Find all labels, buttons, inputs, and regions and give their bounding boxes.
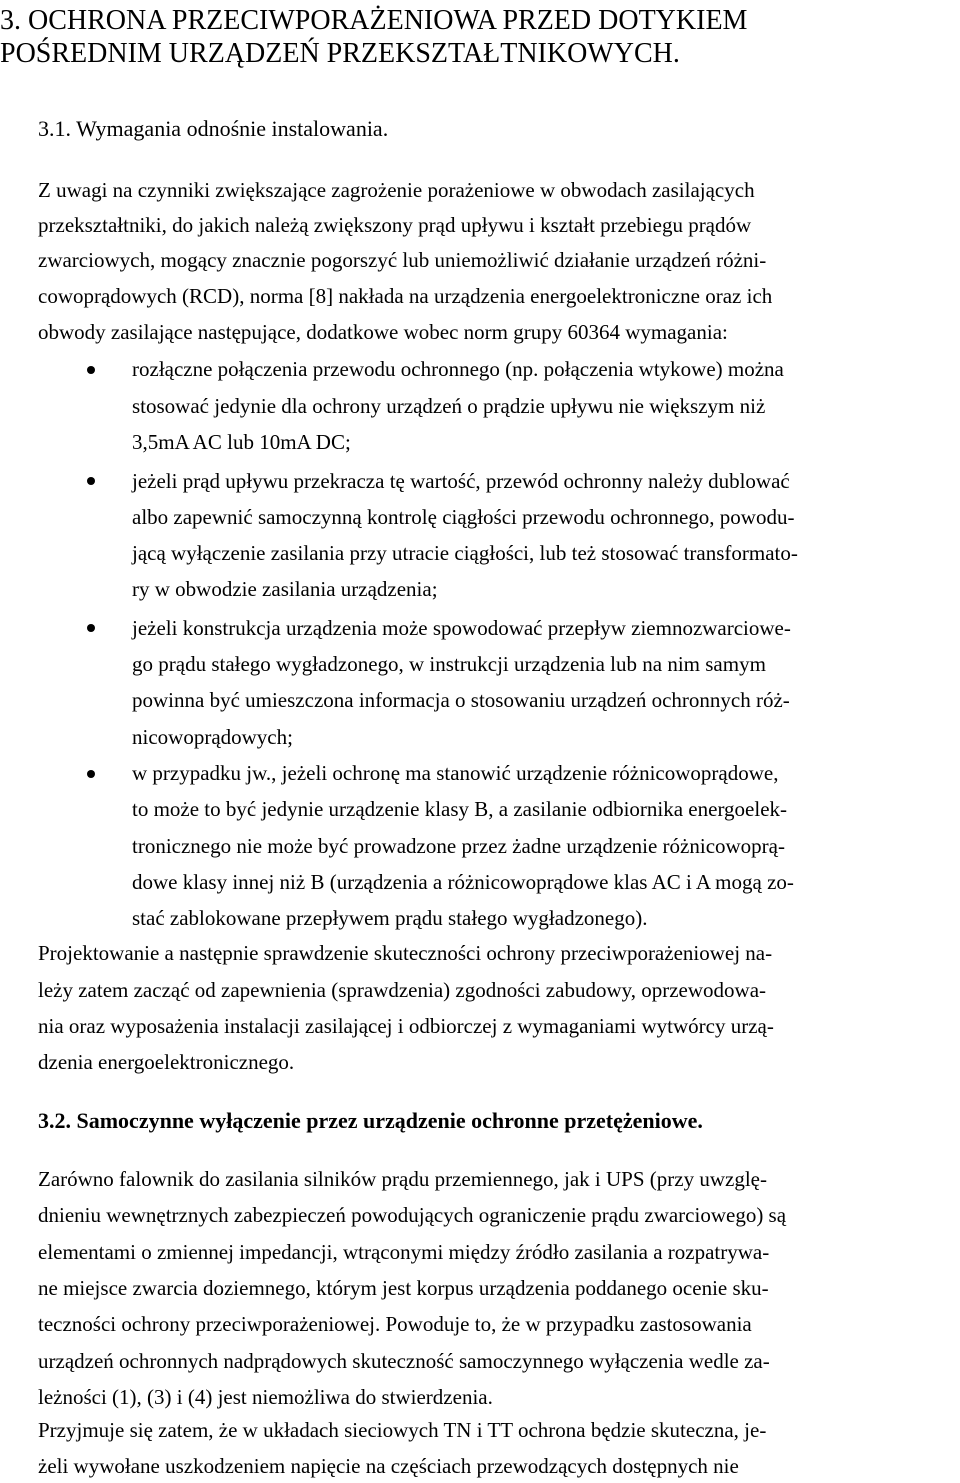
bullet-4-line: stać zablokowane przepływem prądu stałego wygładzonego). <box>132 906 648 930</box>
paragraph-1-line: ne miejsce zwarcia doziemnego, którym jest korpus urządzenia poddanego ocenie sku- <box>38 1276 769 1300</box>
bullet-1-line: 3,5mA AC lub 10mA DC; <box>132 430 351 454</box>
bullet-4-line: to może to być jedynie urządzenie klasy B, a zasilanie odbiornika energoelek- <box>132 797 788 821</box>
bullet-icon <box>87 477 95 485</box>
closing-line: dzenia energoelektronicznego. <box>38 1050 295 1074</box>
bullet-icon <box>87 366 95 374</box>
paragraph-2-line: żeli wywołane uszkodzeniem napięcie na częściach przewodzących dostępnych nie <box>38 1454 739 1478</box>
paragraph-1-line: dnieniu wewnętrznych zabezpieczeń powodujących ograniczenie prądu zwarciowego) są <box>38 1203 787 1227</box>
bullet-1-line: stosować jedynie dla ochrony urządzeń o prądzie upływu nie większym niż <box>132 394 766 418</box>
bullet-4-line: tronicznego nie może być prowadzone przez żadne urządzenie różnicowoprą- <box>132 834 785 858</box>
bullet-icon <box>87 624 95 632</box>
paragraph-1-line: teczności ochrony przeciwporażeniowej. Powoduje to, że w przypadku zastosowania <box>38 1312 752 1336</box>
paragraph-1-line: Zarówno falownik do zasilania silników prądu przemiennego, jak i UPS (przy uwzglę- <box>38 1167 767 1191</box>
section-3-2-title: 3.2. Samoczynne wyłączenie przez urządzenie ochronne przetężeniowe. <box>38 1108 703 1133</box>
bullet-4-line: dowe klasy innej niż B (urządzenia a różnicowoprądowe klas AC i A mogą zo- <box>132 870 794 894</box>
bullet-2-line: albo zapewnić samoczynną kontrolę ciągłości przewodu ochronnego, powodu- <box>132 505 795 529</box>
closing-line: leży zatem zacząć od zapewnienia (sprawdzenia) zgodności zabudowy, oprzewodowa- <box>38 978 767 1002</box>
intro-line: przekształtniki, do jakich należą zwiększony prąd upływu i kształt przebiegu prądów <box>38 213 752 237</box>
bullet-4-line: w przypadku jw., jeżeli ochronę ma stanowić urządzenie różnicowoprądowe, <box>132 761 779 785</box>
paragraph-2-line: Przyjmuje się zatem, że w układach sieciowych TN i TT ochrona będzie skuteczna, je- <box>38 1418 767 1442</box>
bullet-2-line: jeżeli prąd upływu przekracza tę wartość, przewód ochronny należy dublować <box>132 469 790 493</box>
paragraph-1-line: elementami o zmiennej impedancji, wtrąconymi między źródło zasilania a rozpatrywa- <box>38 1240 770 1264</box>
bullet-3-line: go prądu stałego wygładzonego, w instrukcji urządzenia lub na nim samym <box>132 652 766 676</box>
closing-line: nia oraz wyposażenia instalacji zasilającej i odbiorczej z wymaganiami wytwórcy urzą- <box>38 1014 774 1038</box>
bullet-1-line: rozłączne połączenia przewodu ochronnego (np. połączenia wtykowe) można <box>132 357 784 381</box>
bullet-3-line: jeżeli konstrukcja urządzenia może spowodować przepływ ziemnozwarciowe- <box>132 616 791 640</box>
intro-line: zwarciowych, mogący znacznie pogorszyć lub uniemożliwić działanie urządzeń różni- <box>38 248 767 272</box>
bullet-3-line: powinna być umieszczona informacja o stosowaniu urządzeń ochronnych róż- <box>132 688 790 712</box>
bullet-3-line: nicowoprądowych; <box>132 725 293 749</box>
intro-line: cowoprądowych (RCD), norma [8] nakłada na urządzenia energoelektroniczne oraz ich <box>38 284 773 308</box>
paragraph-1-line: urządzeń ochronnych nadprądowych skuteczność samoczynnego wyłączenia wedle za- <box>38 1349 770 1373</box>
closing-line: Projektowanie a następnie sprawdzenie skuteczności ochrony przeciwporażeniowej na- <box>38 941 773 965</box>
heading-line-1: 3. OCHRONA PRZECIWPORAŻENIOWA PRZED DOTYKIEM <box>0 5 748 36</box>
intro-line: Z uwagi na czynniki zwiększające zagrożenie porażeniowe w obwodach zasilających <box>38 178 755 202</box>
heading-line-2: POŚREDNIM URZĄDZEŃ PRZEKSZTAŁTNIKOWYCH. <box>0 38 680 69</box>
paragraph-1-line: leżności (1), (3) i (4) jest niemożliwa do stwierdzenia. <box>38 1385 493 1409</box>
intro-line: obwody zasilające następujące, dodatkowe wobec norm grupy 60364 wymagania: <box>38 320 728 344</box>
bullet-2-line: ry w obwodzie zasilania urządzenia; <box>132 577 438 601</box>
bullet-2-line: jącą wyłączenie zasilania przy utracie ciągłości, lub też stosować transformato- <box>132 541 798 565</box>
bullet-icon <box>87 770 95 778</box>
section-3-1-title: 3.1. Wymagania odnośnie instalowania. <box>38 116 389 141</box>
